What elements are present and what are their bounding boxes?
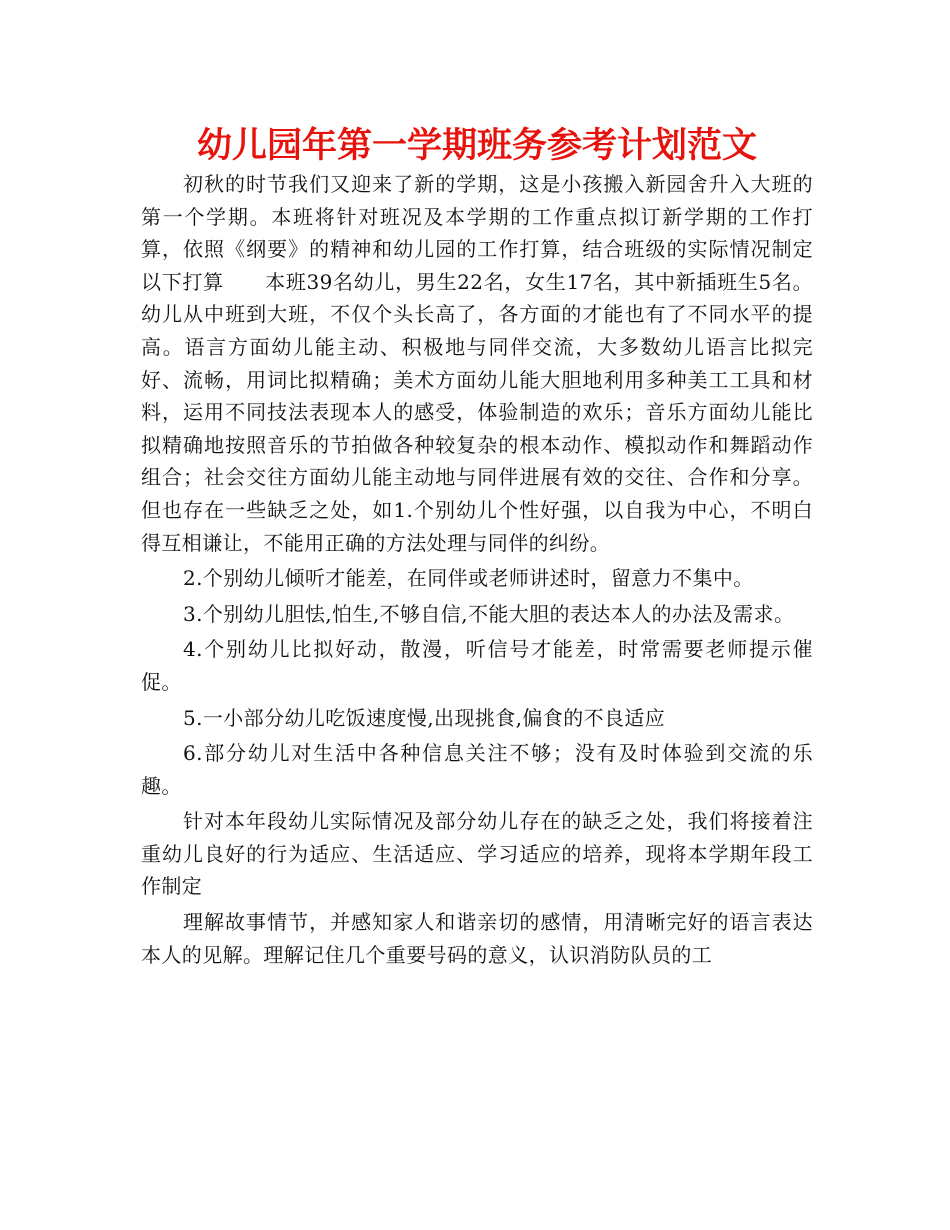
paragraph-item-5: 5.一小部分幼儿吃饭速度慢,出现挑食,偏食的不良适应 — [183, 705, 666, 730]
document-title: 幼儿园年第一学期班务参考计划范文 — [196, 126, 757, 166]
paragraph-intro: 初秋的时节我们又迎来了新的学期，这是小孩搬入新园舍升入大班的第一个学期。本班将针对班况及本学期的工作重点拟订新学期的工作打算，依照《纲要》的精神和幼儿园的工作打算，结合班级的实际情况制定以下打算 本班39名幼儿，男生22名，女生17名，其中新插班生5名。幼儿从中班到大班，不仅个头长高了，各方面的才能也有了不同水平的提高。语言方面幼儿能主动、积极地与同伴交流，大多数幼儿语言比拟完好、流畅，用词比拟精确；美术方面幼儿能大胆地利用多种美工工具和材料，运用不同技法表现本人的感受，体验制造的欢乐；音乐方面幼儿能比拟精确地按照音乐的节拍做各种较复杂的根本动作、模拟动作和舞蹈动作组合；社会交往方面幼儿能主动地与同伴进展有效的交往、合作和分享。但也存在一些缺乏之处，如1.个别幼儿个性好强，以自我为中心，不明白得互相谦让，不能用正确的方法处理与同伴的纠纷。 — [141, 172, 813, 555]
paragraph-item-2: 2.个别幼儿倾听才能差，在同伴或老师讲述时，留意力不集中。 — [183, 566, 754, 591]
paragraph-goals: 理解故事情节，并感知家人和谐亲切的感情，用清晰完好的语言表达本人的见解。理解记住几个重要号码的意义，认识消防队员的工 — [141, 910, 813, 967]
paragraph-item-4: 4.个别幼儿比拟好动，散漫，听信号才能差，时常需要老师提示催促。 — [141, 637, 813, 694]
paragraph-item-3: 3.个别幼儿胆怯,怕生,不够自信,不能大胆的表达本人的办法及需求。 — [183, 601, 795, 626]
document-page — [141, 122, 813, 971]
paragraph-plan: 针对本年段幼儿实际情况及部分幼儿存在的缺乏之处，我们将接着注重幼儿良好的行为适应、生活适应、学习适应的培养，现将本学期年段工作制定 — [141, 809, 813, 899]
paragraph-item-6: 6.部分幼儿对生活中各种信息关注不够；没有及时体验到交流的乐趣。 — [141, 741, 813, 798]
